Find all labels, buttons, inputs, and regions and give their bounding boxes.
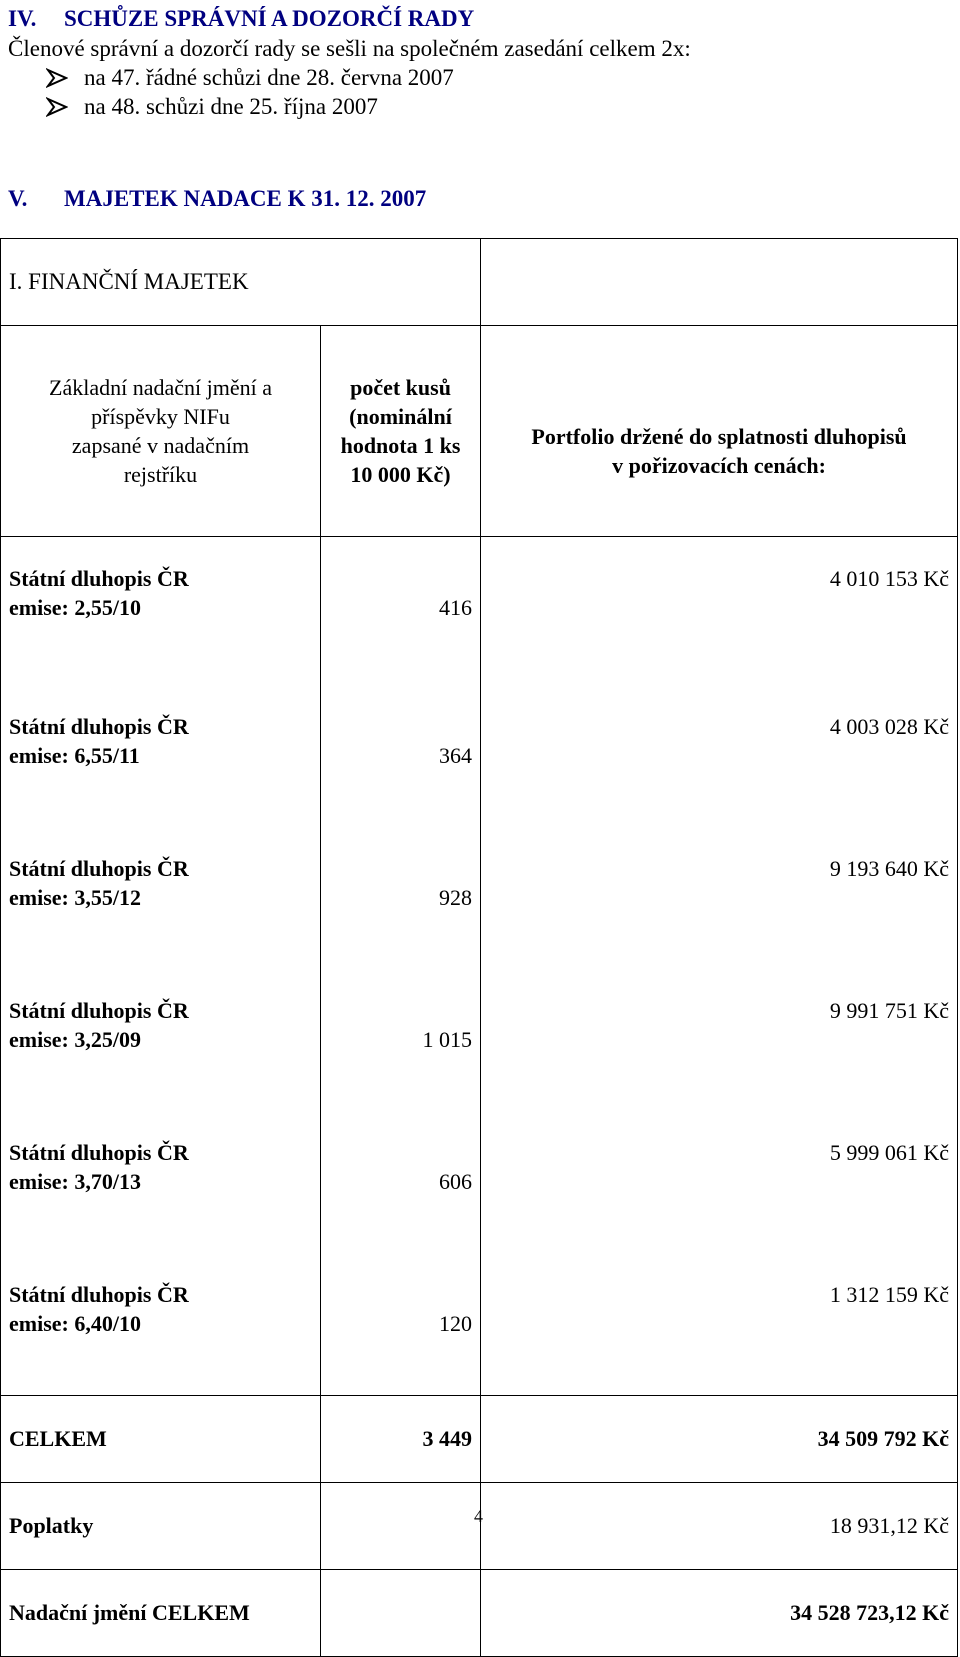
section-4-title: SCHŮZE SPRÁVNÍ A DOZORČÍ RADY [64,6,475,31]
table-row: Státní dluhopis ČR emise: 3,55/12 928 9 193 640 Kč [1,827,958,969]
table-row: Státní dluhopis ČR emise: 3,25/09 1 015 9 991 751 Kč [1,969,958,1111]
endowment-total-row [1,1570,958,1657]
section-4-heading [8,6,474,32]
total-label: CELKEM [1,1396,321,1483]
total-value: 34 509 792 Kč [481,1396,958,1483]
section-5-title: MAJETEK NADACE K 31. 12. 2007 [64,186,427,211]
table-row: Státní dluhopis ČR emise: 6,55/11 364 4 003 028 Kč [1,685,958,827]
fees-value: 18 931,12 Kč [481,1483,958,1570]
table-row: Státní dluhopis ČR emise: 3,70/13 606 5 999 061 Kč [1,1111,958,1253]
table-header-row [1,326,958,537]
header-endowment: Základní nadační jmění a příspěvky NIFu zapsané v nadačním rejstříku [1,326,321,537]
section-5-heading [8,186,426,212]
section-4-number: IV. [8,6,37,31]
arrow-bullet-icon [46,94,84,120]
section-5-number: V. [8,186,28,211]
table-row: Státní dluhopis ČR emise: 2,55/10 416 4 010 153 Kč [1,537,958,686]
meeting-item [46,94,378,120]
meeting-text: na 48. schůzi dne 25. října 2007 [84,94,378,119]
table-title-row [1,239,958,326]
meeting-text: na 47. řádné schůzi dne 28. června 2007 [84,65,454,90]
endowment-label: Nadační jmění CELKEM [1,1570,321,1657]
meetings-intro: Členové správní a dozorčí rady se sešli na společném zasedání celkem 2x: [8,36,691,61]
table-row: Státní dluhopis ČR emise: 6,40/10 120 1 312 159 Kč [1,1253,958,1396]
total-row [1,1396,958,1483]
table-title: I. FINANČNÍ MAJETEK [1,239,481,326]
arrow-bullet-icon [46,65,84,91]
total-count: 3 449 [321,1396,481,1483]
fees-label: Poplatky [1,1483,321,1570]
header-portfolio: Portfolio držené do splatnosti dluhopisů v pořizovacích cenách: [481,326,958,537]
meeting-item [46,65,454,91]
page-number: 4 [474,1506,483,1526]
financial-assets-table [0,238,958,1657]
header-count: počet kusů (nominální hodnota 1 ks 10 000 Kč) [321,326,481,537]
endowment-value: 34 528 723,12 Kč [481,1570,958,1657]
